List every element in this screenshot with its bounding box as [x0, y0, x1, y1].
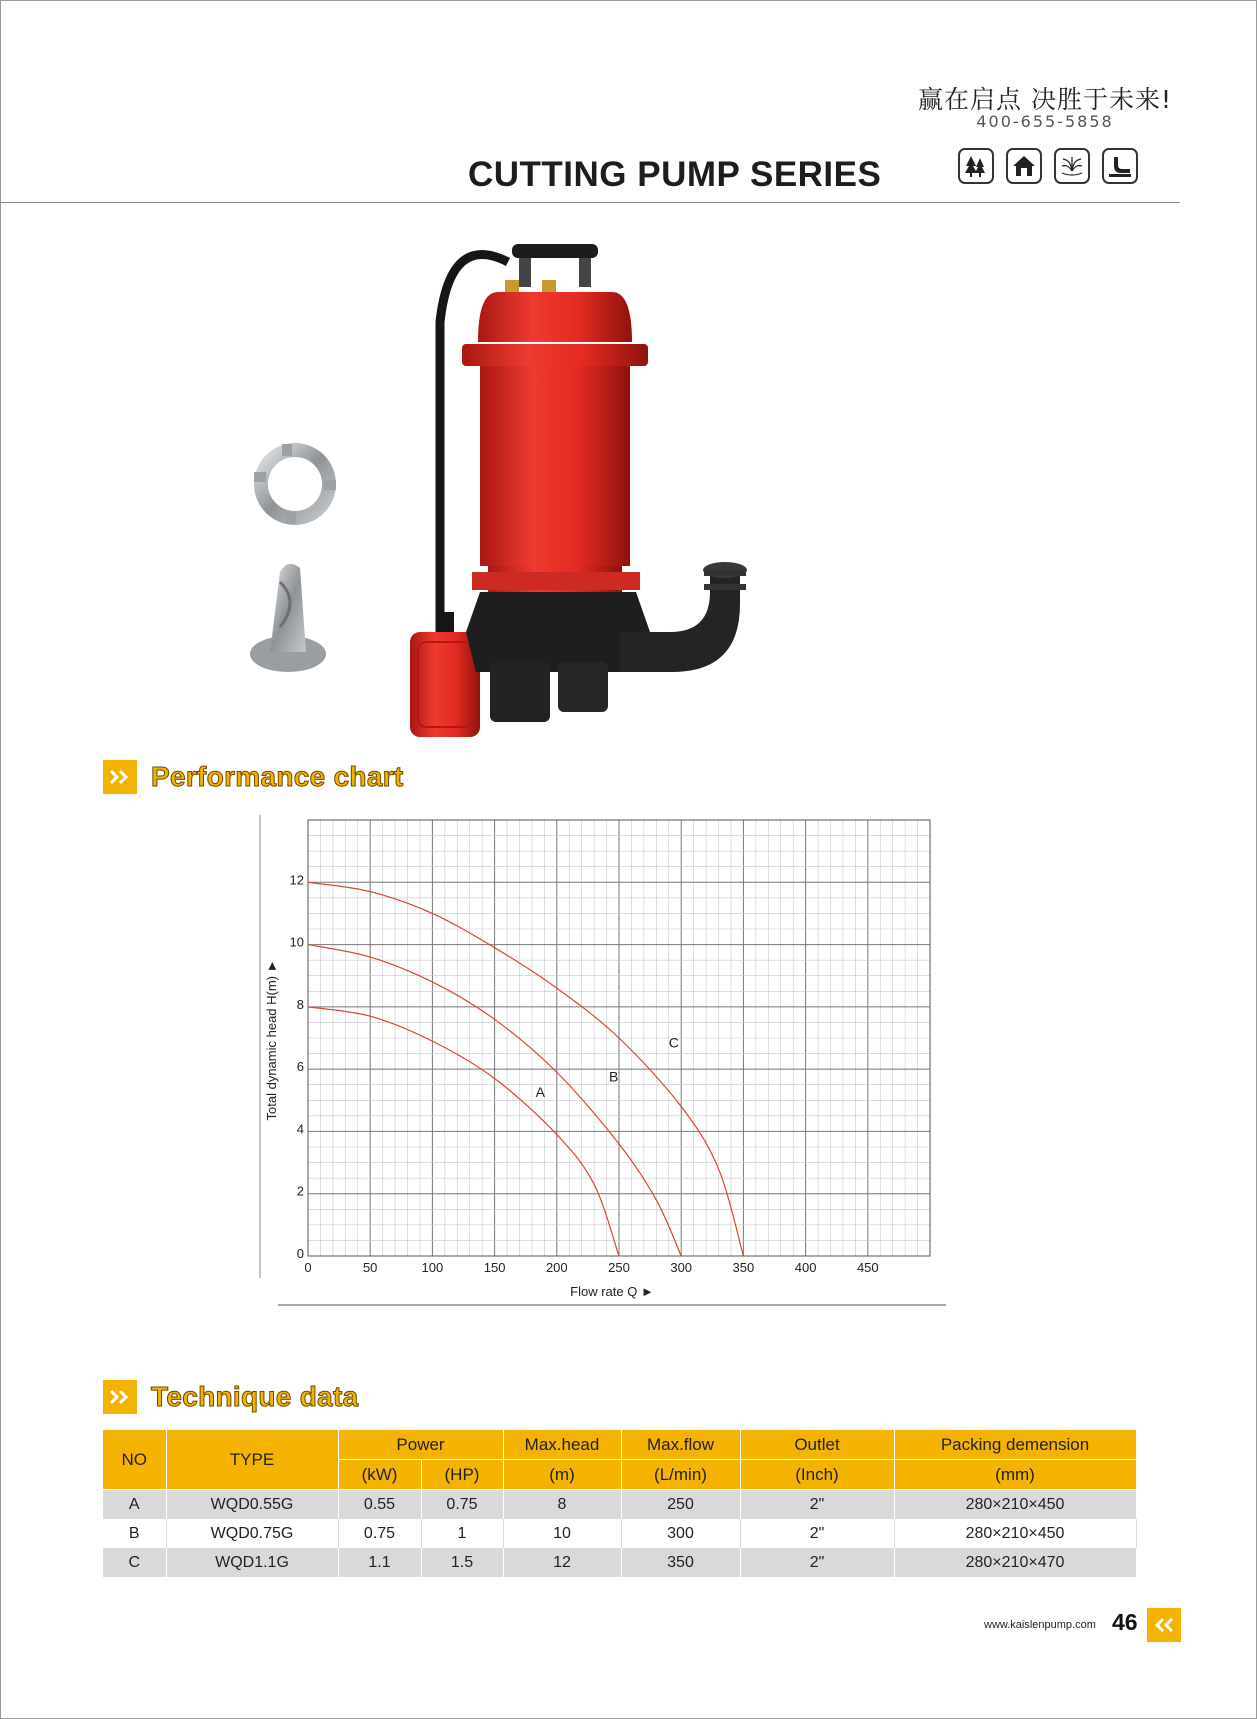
- y-tick-label: 2: [296, 1183, 304, 1199]
- col-header-power: Power: [338, 1430, 503, 1460]
- tree-icon: [958, 148, 994, 184]
- series-label-c: C: [668, 1034, 679, 1051]
- double-chevron-right-icon: [103, 760, 137, 794]
- performance-chart-title: Performance chart: [151, 761, 404, 792]
- cell-hp: 0.75: [421, 1490, 503, 1520]
- series-label-a: A: [535, 1084, 545, 1101]
- y-axis-label: Total dynamic head H(m) ►: [264, 959, 279, 1121]
- slogan: 赢在启点 决胜于未来!: [918, 85, 1172, 114]
- cell-flow: 300: [621, 1519, 740, 1548]
- double-chevron-left-icon: [1147, 1608, 1181, 1642]
- x-tick-label: 150: [483, 1260, 506, 1275]
- col-header-type: TYPE: [166, 1430, 338, 1490]
- cell-flow: 350: [621, 1548, 740, 1577]
- house-icon: [1006, 148, 1042, 184]
- x-tick-label: 400: [794, 1260, 817, 1275]
- table-row: [103, 1548, 1136, 1577]
- x-tick-label: 450: [856, 1260, 879, 1275]
- fountain-icon: [1054, 148, 1090, 184]
- col-unit-flow: (L/min): [621, 1460, 740, 1490]
- application-icons: [958, 148, 1138, 184]
- cell-outlet: 2": [740, 1490, 894, 1520]
- cell-head: 12: [503, 1548, 621, 1577]
- technique-data-title: Technique data: [151, 1381, 359, 1412]
- x-axis-label: Flow rate Q ►: [570, 1284, 654, 1299]
- cell-head: 8: [503, 1490, 621, 1520]
- cutter-ring-image: [254, 444, 336, 524]
- x-tick-label: 350: [732, 1260, 755, 1275]
- cell-no: A: [103, 1490, 166, 1520]
- col-unit-head: (m): [503, 1460, 621, 1490]
- table-row: [103, 1490, 1136, 1520]
- cell-flow: 250: [621, 1490, 740, 1520]
- col-header-max-flow: Max.flow: [621, 1430, 740, 1460]
- page-number: 46: [1112, 1609, 1138, 1635]
- cell-kw: 1.1: [338, 1548, 421, 1577]
- cell-packing: 280×210×450: [894, 1519, 1136, 1548]
- cell-no: C: [103, 1548, 166, 1577]
- footer-website: www.kaislenpump.com: [984, 1619, 1096, 1631]
- x-tick-label: 250: [608, 1260, 630, 1275]
- header-divider: [0, 202, 1180, 203]
- cell-type: WQD0.55G: [166, 1490, 338, 1520]
- y-tick-label: 4: [296, 1121, 304, 1137]
- x-tick-label: 300: [670, 1260, 693, 1275]
- cell-hp: 1.5: [421, 1548, 503, 1577]
- col-header-max-head: Max.head: [503, 1430, 621, 1460]
- drain-pipe-icon: [1102, 148, 1138, 184]
- cell-packing: 280×210×450: [894, 1490, 1136, 1520]
- phone-number: 400-655-5858: [976, 112, 1114, 131]
- page-title: CUTTING PUMP SERIES: [468, 155, 882, 194]
- table-row: [103, 1519, 1136, 1548]
- col-header-no: NO: [103, 1430, 166, 1490]
- y-tick-label: 12: [289, 872, 304, 888]
- y-tick-label: 8: [296, 996, 304, 1012]
- cell-kw: 0.75: [338, 1519, 421, 1548]
- y-tick-label: 0: [296, 1246, 304, 1261]
- cell-hp: 1: [421, 1519, 503, 1548]
- cell-head: 10: [503, 1519, 621, 1548]
- technique-data-table: [103, 1430, 1137, 1577]
- cell-outlet: 2": [740, 1548, 894, 1577]
- y-tick-label: 6: [296, 1059, 304, 1075]
- technique-section-header: [103, 1380, 359, 1414]
- x-tick-label: 0: [304, 1260, 312, 1275]
- performance-section-header: [103, 760, 404, 794]
- cell-type: WQD1.1G: [166, 1548, 338, 1577]
- col-unit-hp: (HP): [421, 1460, 503, 1490]
- col-unit-outlet: (Inch): [740, 1460, 894, 1490]
- cutter-blade-image: [250, 564, 326, 672]
- cell-type: WQD0.75G: [166, 1519, 338, 1548]
- col-unit-kw: (kW): [338, 1460, 421, 1490]
- cell-kw: 0.55: [338, 1490, 421, 1520]
- cell-packing: 280×210×470: [894, 1548, 1136, 1577]
- pump-product-image: [240, 232, 820, 772]
- y-tick-label: 10: [289, 934, 304, 950]
- double-chevron-right-icon: [103, 1380, 137, 1414]
- x-tick-label: 50: [362, 1260, 378, 1275]
- series-label-b: B: [609, 1068, 619, 1085]
- cell-outlet: 2": [740, 1519, 894, 1548]
- col-header-packing: Packing demension: [894, 1430, 1136, 1460]
- performance-chart: [240, 800, 960, 1315]
- col-header-outlet: Outlet: [740, 1430, 894, 1460]
- x-tick-label: 200: [545, 1260, 568, 1275]
- col-unit-packing: (mm): [894, 1460, 1136, 1490]
- x-tick-label: 100: [421, 1260, 444, 1275]
- cell-no: B: [103, 1519, 166, 1548]
